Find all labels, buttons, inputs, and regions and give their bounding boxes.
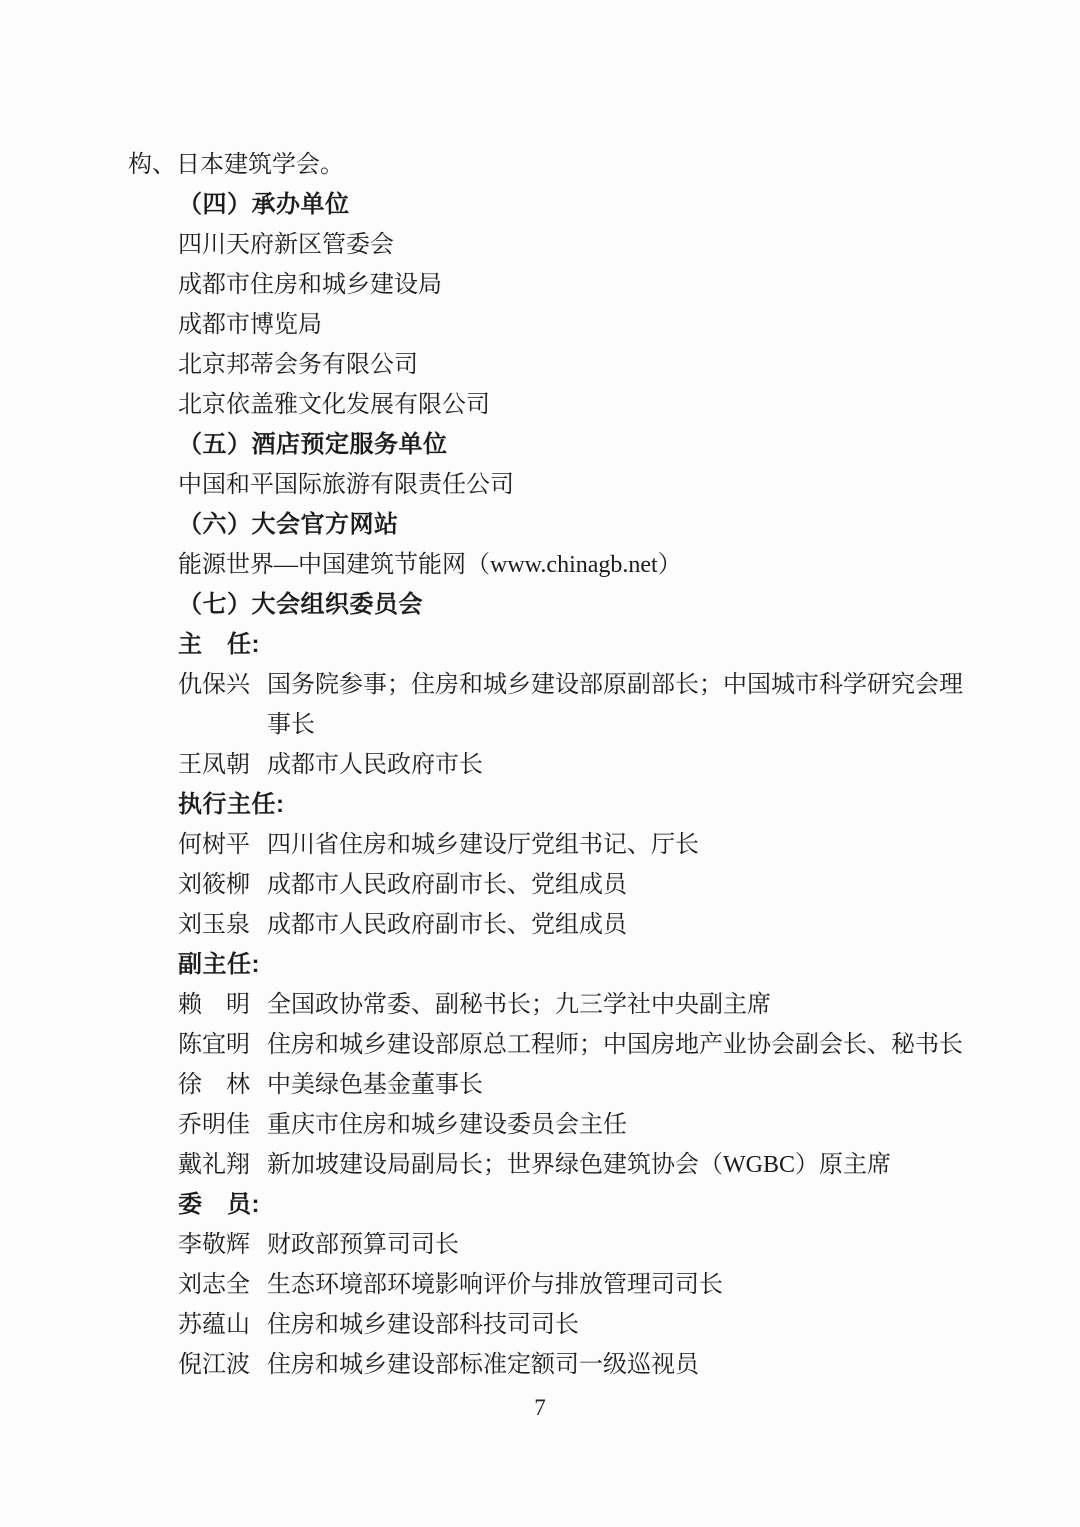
label-line: 执行主任: [178, 791, 285, 818]
label-line: 副主任: [178, 951, 260, 978]
person-row [128, 985, 970, 1025]
label-line: 委 员: [178, 1191, 260, 1218]
person-name: 刘志全 [178, 1272, 250, 1298]
person-name: 何树平 [178, 832, 250, 858]
person-title: 全国政协常委、副秘书长；九三学社中央副主席 [267, 992, 771, 1018]
person-title: 四川省住房和城乡建设厅党组书记、厅长 [267, 832, 699, 858]
person-name: 刘玉泉 [178, 912, 250, 938]
person-row [128, 1025, 970, 1065]
person-row [128, 1345, 970, 1385]
para-line: 构、日本建筑学会。 [128, 152, 344, 178]
item-line: 能源世界—中国建筑节能网（www.chinagb.net） [178, 552, 682, 578]
heading-line: （七）大会组织委员会 [178, 591, 423, 618]
item-line: 成都市住房和城乡建设局 [178, 272, 442, 298]
person-name: 乔明佳 [178, 1112, 250, 1138]
person-name: 徐 林 [178, 1072, 250, 1098]
person-row [128, 1065, 970, 1105]
person-row [128, 1225, 970, 1265]
document-body [128, 145, 970, 1385]
person-row [128, 1105, 970, 1145]
person-title: 住房和城乡建设部原总工程师；中国房地产业协会副会长、秘书长 [267, 1032, 963, 1058]
heading-line: （五）酒店预定服务单位 [178, 431, 448, 458]
person-row [128, 1145, 970, 1185]
person-name: 王凤朝 [178, 752, 250, 778]
item-line: 北京依盖雅文化发展有限公司 [178, 392, 490, 418]
heading-line: （六）大会官方网站 [178, 511, 399, 538]
person-name: 李敬辉 [178, 1232, 250, 1258]
item-line: 北京邦蒂会务有限公司 [178, 352, 418, 378]
person-name: 刘筱柳 [178, 872, 250, 898]
person-title: 生态环境部环境影响评价与排放管理司司长 [267, 1272, 723, 1298]
person-title: 住房和城乡建设部标准定额司一级巡视员 [267, 1352, 699, 1378]
person-name: 仇保兴 [178, 672, 250, 698]
person-title: 成都市人民政府市长 [267, 752, 483, 778]
person-title: 成都市人民政府副市长、党组成员 [267, 912, 627, 938]
person-name: 赖 明 [178, 992, 250, 1018]
person-title: 重庆市住房和城乡建设委员会主任 [267, 1112, 627, 1138]
person-name: 倪江波 [178, 1352, 250, 1378]
page-number: 7 [534, 1395, 546, 1420]
person-title: 财政部预算司司长 [267, 1232, 459, 1258]
person-title: 住房和城乡建设部科技司司长 [267, 1312, 579, 1338]
item-line: 中国和平国际旅游有限责任公司 [178, 472, 514, 498]
heading-line: （四）承办单位 [178, 191, 350, 218]
person-title: 新加坡建设局副局长；世界绿色建筑协会（WGBC）原主席 [267, 1152, 891, 1178]
person-row [128, 665, 970, 745]
person-title: 成都市人民政府副市长、党组成员 [267, 872, 627, 898]
person-row [128, 1265, 970, 1305]
person-row [128, 865, 970, 905]
item-line: 四川天府新区管委会 [178, 232, 394, 258]
item-line: 成都市博览局 [178, 312, 322, 338]
person-row [128, 745, 970, 785]
person-row [128, 825, 970, 865]
person-name: 陈宜明 [178, 1032, 250, 1058]
person-title: 中美绿色基金董事长 [267, 1072, 483, 1098]
person-title: 国务院参事；住房和城乡建设部原副部长；中国城市科学研究会理事长 [267, 672, 963, 738]
person-row [128, 1305, 970, 1345]
person-name: 苏蕴山 [178, 1312, 250, 1338]
person-name: 戴礼翔 [178, 1152, 250, 1178]
label-line: 主 任: [178, 631, 260, 658]
person-row [128, 905, 970, 945]
